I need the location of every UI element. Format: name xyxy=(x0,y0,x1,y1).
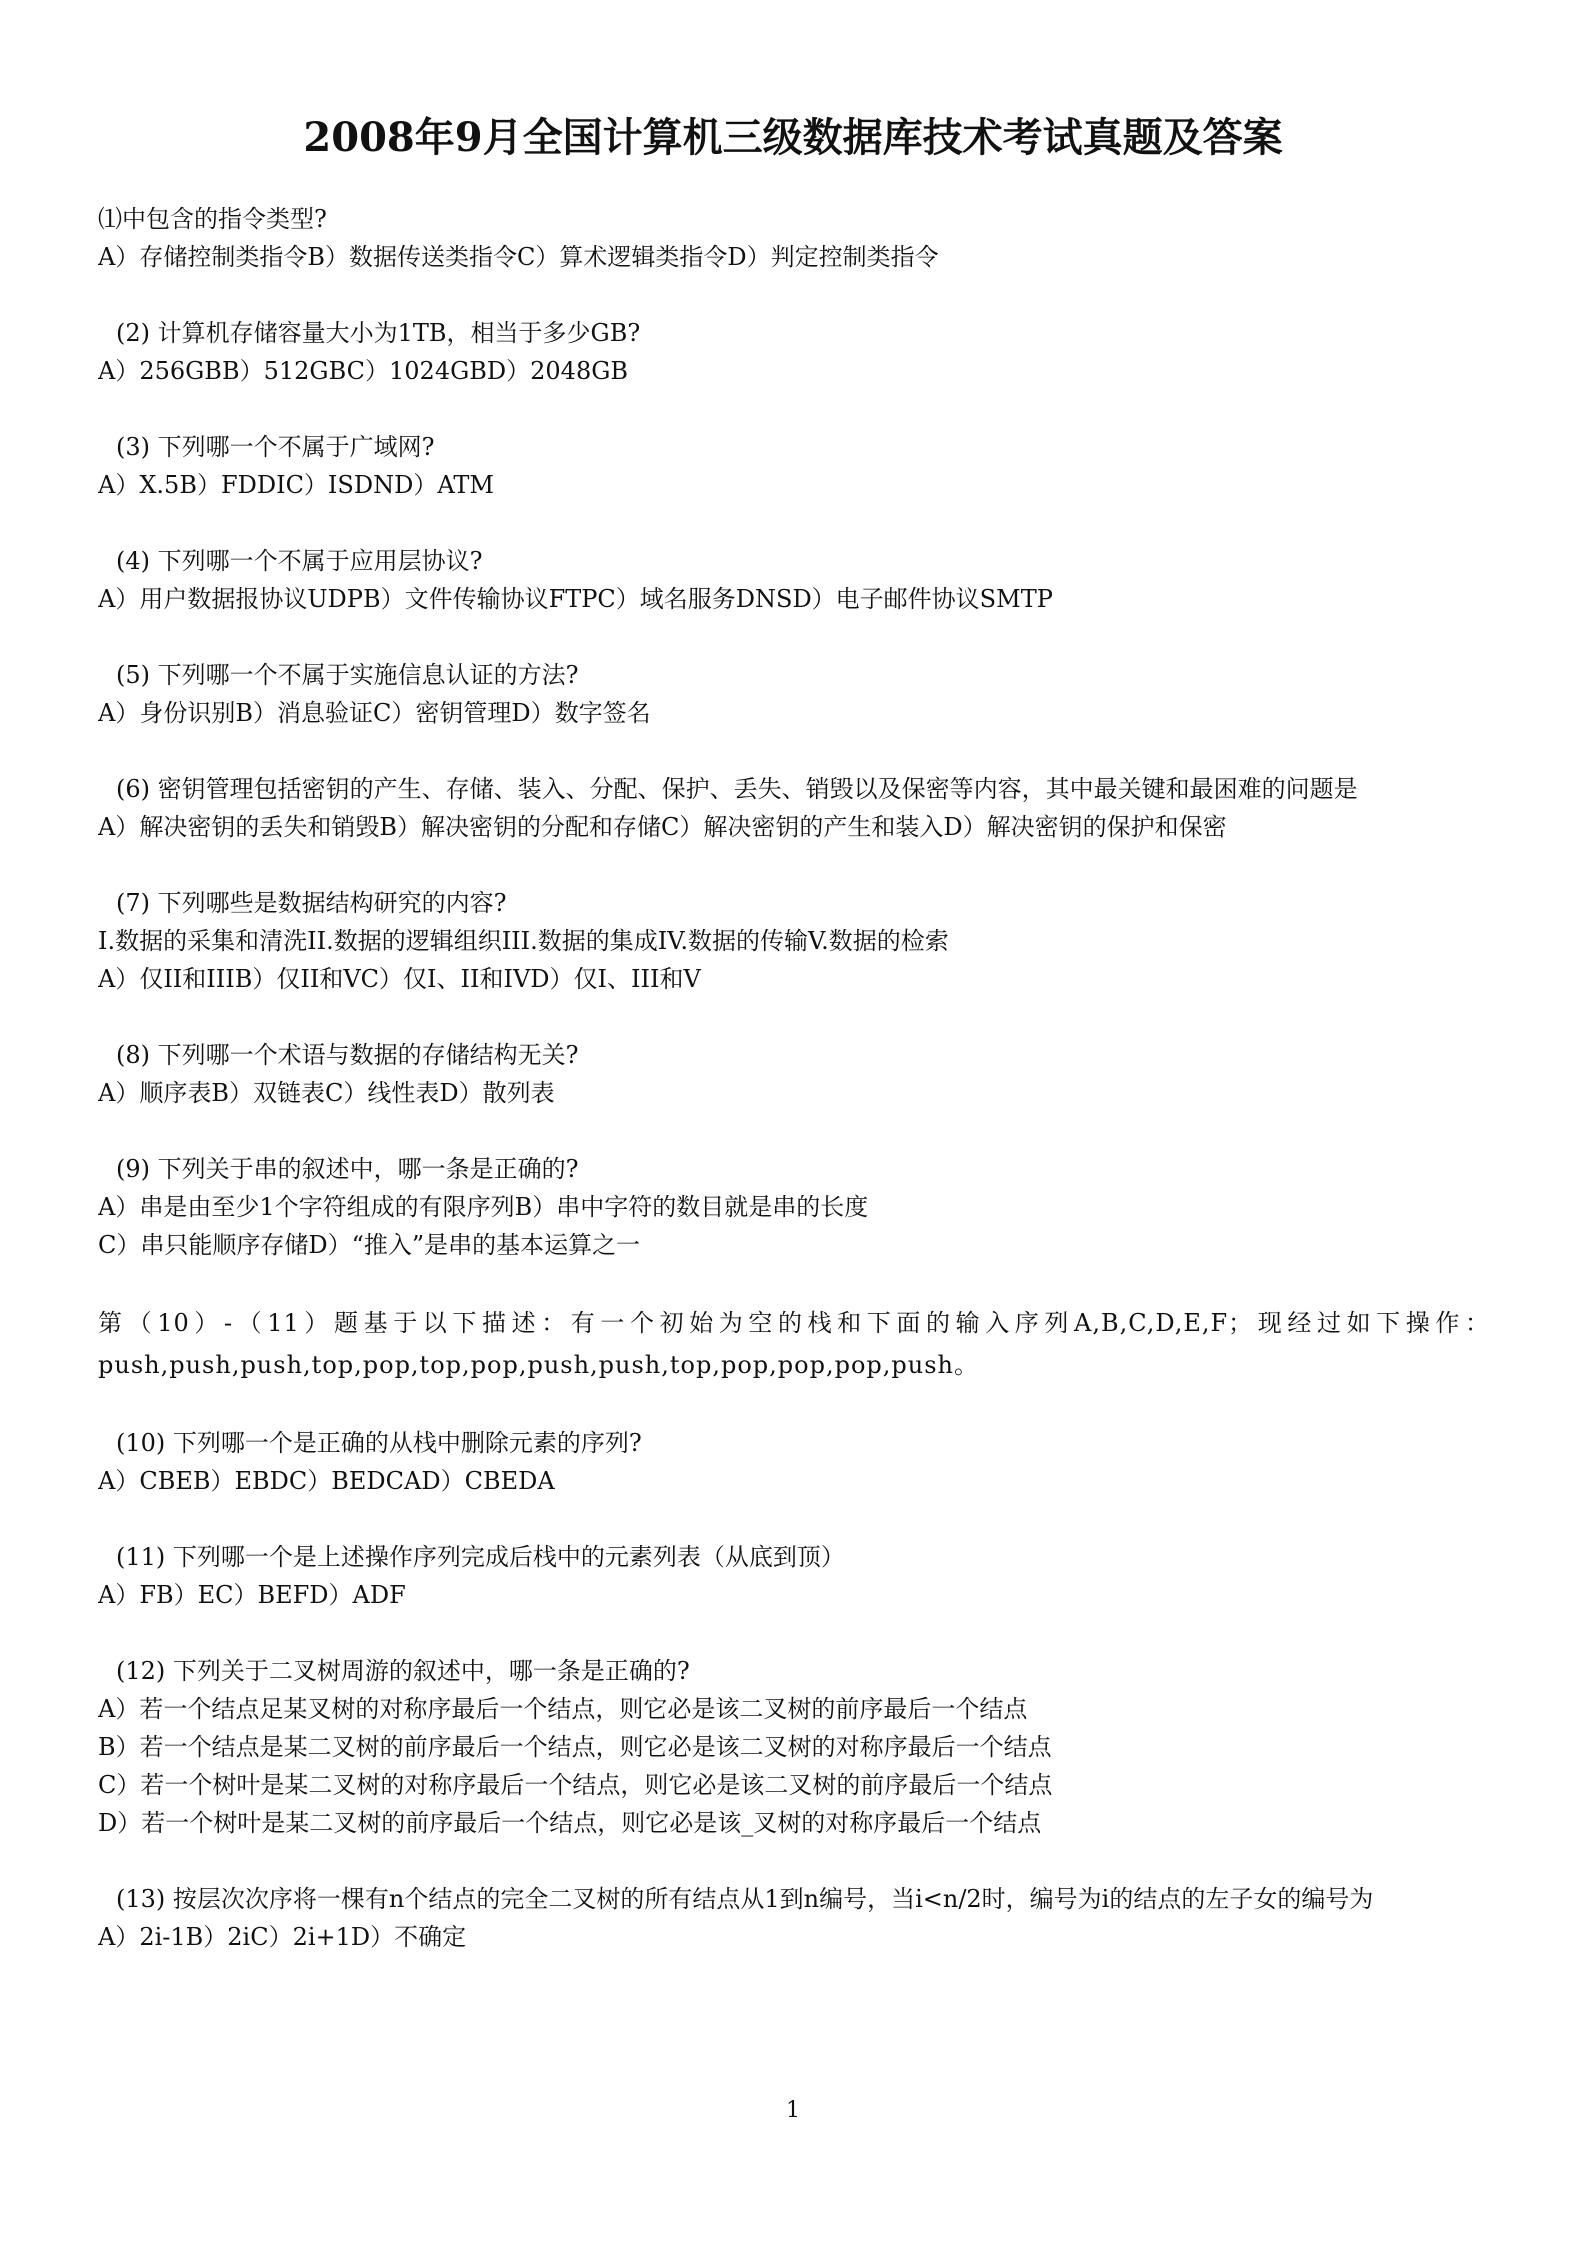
question-options: A）解决密钥的丢失和销毁B）解决密钥的分配和存储C）解决密钥的产生和装入D）解决密钥的保护和保密 xyxy=(98,813,1227,841)
question-stem: (10) 下列哪一个是正确的从栈中删除元素的序列? xyxy=(116,1429,642,1457)
question-stem: (8) 下列哪一个术语与数据的存储结构无关? xyxy=(116,1041,579,1069)
question-options: A）仅II和IIIB）仅II和VC）仅I、II和IVD）仅I、III和V xyxy=(98,965,701,993)
question-options: A）串是由至少1个字符组成的有限序列B）串中字符的数目就是串的长度 xyxy=(98,1193,869,1221)
question-options: A）2i-1B）2iC）2i+1D）不确定 xyxy=(98,1923,467,1951)
question-option-c: C）若一个树叶是某二叉树的对称序最后一个结点，则它必是该二叉树的前序最后一个结点 xyxy=(98,1771,1053,1799)
question-stem: (13) 按层次次序将一棵有n个结点的完全二叉树的所有结点从1到n编号，当i<n/2时，编号为i的结点的左子女的编号为 xyxy=(116,1885,1374,1913)
question-stem: (9) 下列关于串的叙述中，哪一条是正确的? xyxy=(116,1155,579,1183)
question-5 xyxy=(98,656,1498,732)
question-options: A）身份识别B）消息验证C）密钥管理D）数字签名 xyxy=(98,699,651,727)
question-options: A）存储控制类指令B）数据传送类指令C）算术逻辑类指令D）判定控制类指令 xyxy=(98,243,939,271)
question-options: A）X.5B）FDDIC）ISDND）ATM xyxy=(98,471,494,499)
question-stem: (4) 下列哪一个不属于应用层协议? xyxy=(116,547,483,575)
question-2 xyxy=(98,314,1498,390)
document-title: 2008年9月全国计算机三级数据库技术考试真题及答案 xyxy=(303,114,1283,161)
question-11 xyxy=(98,1538,1498,1614)
page-number: 1 xyxy=(786,2098,800,2123)
question-9 xyxy=(98,1150,1498,1264)
question-13 xyxy=(98,1880,1498,1956)
question-3 xyxy=(98,428,1498,504)
question-options: A）CBEB）EBDC）BEDCAD）CBEDA xyxy=(98,1467,555,1495)
document-content xyxy=(98,200,1498,1994)
question-stem: (6) 密钥管理包括密钥的产生、存储、装入、分配、保护、丢失、销毁以及保密等内容，其中最关键和最困难的问题是 xyxy=(116,775,1358,803)
question-option-d: D）若一个树叶是某二叉树的前序最后一个结点，则它必是该_叉树的对称序最后一个结点 xyxy=(98,1809,1042,1837)
question-8 xyxy=(98,1036,1498,1112)
question-7 xyxy=(98,884,1498,998)
question-stem: (2) 计算机存储容量大小为1TB，相当于多少GB? xyxy=(116,319,641,347)
question-options: C）串只能顺序存储D）“推入”是串的基本运算之一 xyxy=(98,1231,641,1259)
question-stem: (7) 下列哪些是数据结构研究的内容? xyxy=(116,889,507,917)
question-stem: (3) 下列哪一个不属于广域网? xyxy=(116,433,435,461)
question-option-b: B）若一个结点是某二叉树的前序最后一个结点，则它必是该二叉树的对称序最后一个结点 xyxy=(98,1733,1052,1761)
question-6 xyxy=(98,770,1498,846)
question-stem: (5) 下列哪一个不属于实施信息认证的方法? xyxy=(116,661,579,689)
question-stem: (11) 下列哪一个是上述操作序列完成后栈中的元素列表（从底到顶） xyxy=(116,1543,845,1571)
question-option-a: A）若一个结点足某叉树的对称序最后一个结点，则它必是该二叉树的前序最后一个结点 xyxy=(98,1695,1028,1723)
question-stem: ⑴中包含的指令类型? xyxy=(98,205,327,233)
question-12 xyxy=(98,1652,1498,1842)
question-options: A）256GBB）512GBC）1024GBD）2048GB xyxy=(98,357,629,385)
shared-stem-10-11: 第（10）-（11）题基于以下描述：有一个初始为空的栈和下面的输入序列A,B,C,D,E,F；现经过如下操作：push,push,push,top,pop,top,pop,push,push,top,pop,pop,pop,push。 xyxy=(98,1309,1490,1379)
question-stem: (12) 下列关于二叉树周游的叙述中，哪一条是正确的? xyxy=(116,1657,690,1685)
question-options: A）用户数据报协议UDPB）文件传输协议FTPC）域名服务DNSD）电子邮件协议SMTP xyxy=(98,585,1053,613)
question-10 xyxy=(98,1424,1498,1500)
question-options: A）顺序表B）双链表C）线性表D）散列表 xyxy=(98,1079,555,1107)
question-4 xyxy=(98,542,1498,618)
question-statements: I.数据的采集和清洗II.数据的逻辑组织III.数据的集成IV.数据的传输V.数据的检索 xyxy=(98,927,949,955)
question-options: A）FB）EC）BEFD）ADF xyxy=(98,1581,406,1609)
question-1 xyxy=(98,200,1498,276)
